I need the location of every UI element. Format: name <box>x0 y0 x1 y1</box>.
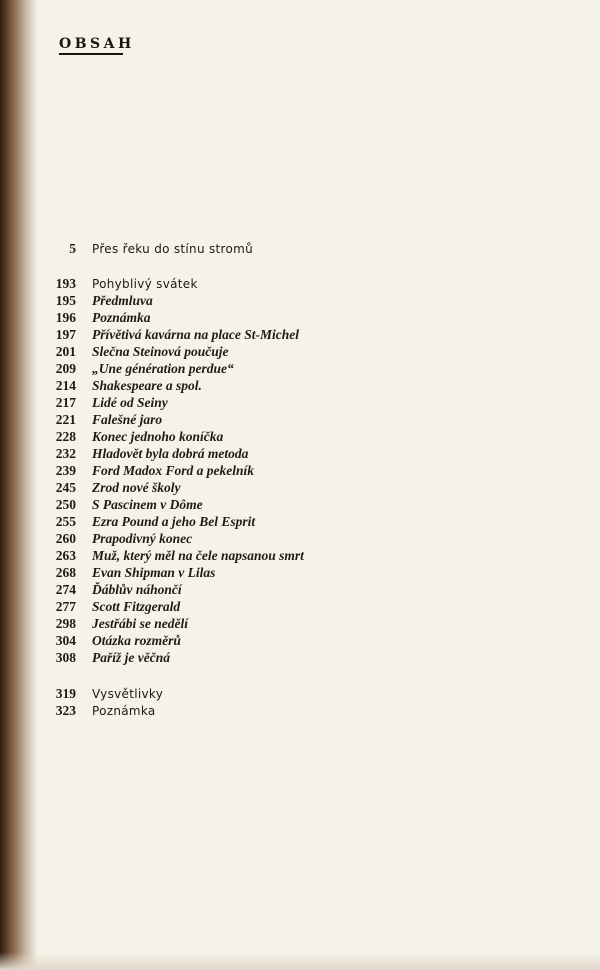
toc-page-number: 245 <box>55 480 76 495</box>
toc-title: Přívětivá kavárna na place St-Michel <box>92 327 299 342</box>
toc-title: Ezra Pound a jeho Bel Esprit <box>92 514 256 529</box>
book-spine-shadow <box>0 0 38 970</box>
toc-title: Ďáblův náhončí <box>92 582 182 597</box>
toc-title: Evan Shipman v Lilas <box>92 565 216 580</box>
toc-page-number: 308 <box>55 650 76 665</box>
toc-entry[interactable] <box>40 361 234 378</box>
toc-entry[interactable] <box>40 412 162 429</box>
toc-page-number: 319 <box>55 686 76 701</box>
toc-page-number: 260 <box>55 531 76 546</box>
toc-entry[interactable] <box>40 514 255 531</box>
toc-page-number: 195 <box>55 293 76 308</box>
toc-title: Scott Fitzgerald <box>92 599 181 614</box>
toc-entry[interactable] <box>40 650 170 667</box>
toc-entry[interactable] <box>40 241 253 258</box>
toc-title: „Une génération perdue“ <box>92 361 234 376</box>
toc-page-number: 232 <box>55 446 76 461</box>
toc-page-number: 5 <box>69 241 76 256</box>
toc-entry[interactable] <box>40 480 181 497</box>
toc-page-number: 209 <box>55 361 76 376</box>
toc-entry[interactable] <box>40 463 254 480</box>
toc-page-number: 197 <box>55 327 76 342</box>
toc-page-number: 274 <box>55 582 76 597</box>
toc-title: Konec jednoho koníčka <box>92 429 224 444</box>
toc-page-number: 255 <box>55 514 76 529</box>
toc-entry[interactable] <box>40 497 203 514</box>
toc-page-number: 263 <box>55 548 76 563</box>
toc-title: Muž, který měl na čele napsanou smrt <box>92 548 304 563</box>
toc-page-number: 228 <box>55 429 76 444</box>
toc-entry[interactable] <box>40 276 198 293</box>
toc-title: Zrod nové školy <box>92 480 181 495</box>
toc-entry[interactable] <box>40 686 163 703</box>
toc-entry[interactable] <box>40 565 215 582</box>
toc-entry[interactable] <box>40 378 202 395</box>
toc-page-number: 217 <box>55 395 76 410</box>
toc-page-number: 298 <box>55 616 76 631</box>
toc-title: Shakespeare a spol. <box>92 378 202 393</box>
toc-title: Ford Madox Ford a pekelník <box>92 463 255 478</box>
toc-entry[interactable] <box>40 633 181 650</box>
page-bottom-shade <box>0 952 600 970</box>
toc-title: Poznámka <box>92 310 151 325</box>
toc-entry[interactable] <box>40 446 248 463</box>
toc-page-number: 268 <box>55 565 76 580</box>
toc-page-number: 323 <box>55 703 76 718</box>
toc-page-number: 221 <box>55 412 76 427</box>
toc-page-number: 277 <box>55 599 76 614</box>
toc-entry[interactable] <box>40 395 168 412</box>
toc-title: Předmluva <box>92 293 153 308</box>
toc-entry[interactable] <box>40 293 153 310</box>
toc-title: Falešné jaro <box>92 412 163 427</box>
toc-entry[interactable] <box>40 703 156 720</box>
toc-entry[interactable] <box>40 616 188 633</box>
toc-title: Hladovět byla dobrá metoda <box>92 446 249 461</box>
page-title: OBSAH <box>59 36 135 52</box>
toc-entry[interactable] <box>40 310 151 327</box>
toc-title: Přes řeku do stínu stromů <box>92 242 254 256</box>
toc-entry[interactable] <box>40 599 180 616</box>
title-underline <box>59 53 123 55</box>
toc-page-number: 239 <box>55 463 76 478</box>
toc-title: S Pascinem v Dôme <box>92 497 203 512</box>
toc-title: Jestřábi se nedělí <box>92 616 188 631</box>
toc-title: Otázka rozměrů <box>92 633 181 648</box>
toc-entry[interactable] <box>40 531 192 548</box>
toc-entry[interactable] <box>40 548 304 565</box>
toc-page-number: 304 <box>55 633 76 648</box>
toc-title: Prapodivný konec <box>92 531 193 546</box>
toc-entry[interactable] <box>40 344 229 361</box>
toc-page-number: 196 <box>55 310 76 325</box>
toc-page-number: 193 <box>55 276 76 291</box>
toc-title: Slečna Steinová poučuje <box>92 344 229 359</box>
toc-entry[interactable] <box>40 582 182 599</box>
toc-entry[interactable] <box>40 429 223 446</box>
toc-page-number: 201 <box>55 344 76 359</box>
toc-title: Lidé od Seiny <box>92 395 168 410</box>
toc-page-number: 214 <box>55 378 76 393</box>
toc-title: Poznámka <box>92 704 156 718</box>
toc-entry[interactable] <box>40 327 299 344</box>
toc-title: Pohyblivý svátek <box>92 277 198 291</box>
toc-page-number: 250 <box>55 497 76 512</box>
toc-title: Vysvětlivky <box>92 687 164 701</box>
toc-title: Paříž je věčná <box>92 650 170 665</box>
